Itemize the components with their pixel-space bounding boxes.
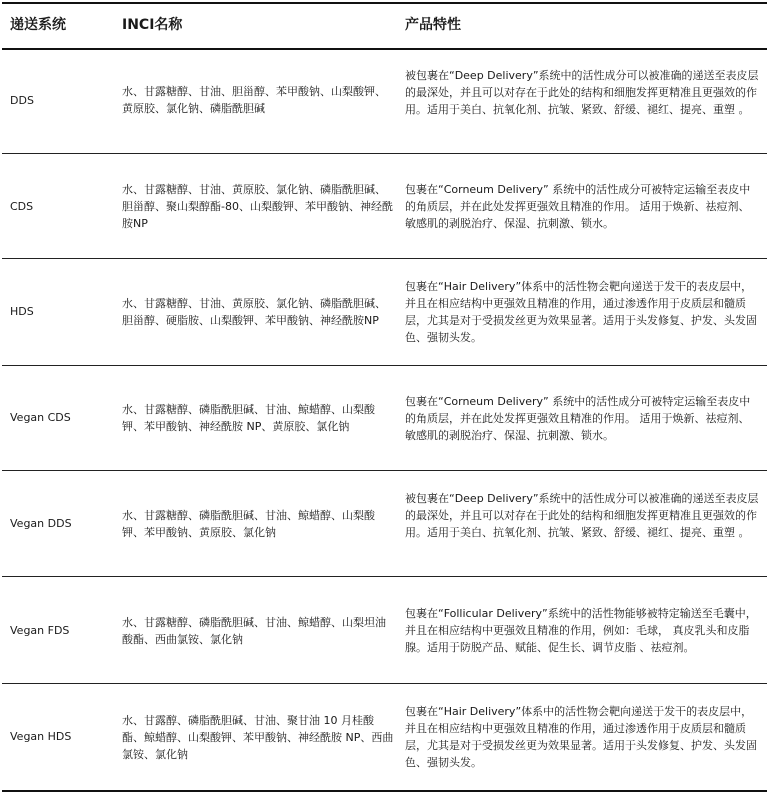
cell-properties: 包裹在“Hair Delivery”体系中的活性物会靶向递送于发干的表皮层中，并且在相应结构中更强效且精准的作用，通过渗透作用于皮质层和髓质层，尤其是对于受损发丝更为效果显著。适用于头发修复、护发、头发固色、强韧头发。 [405, 705, 757, 769]
cell-properties: 被包裹在“Deep Delivery”系统中的活性成分可以被准确的递送至表皮层的最深处，并且可以对存在于此处的结构和细胞发挥更精准且更强效的作用。适用于美白、抗氧化剂、抗皱、紧致、舒缓、褪红、提亮、重塑 。 [405, 492, 759, 539]
table-row [2, 259, 767, 366]
cell-properties: 包裹在“Hair Delivery”体系中的活性物会靶向递送于发干的表皮层中，并且在相应结构中更强效且精准的作用，通过渗透作用于皮质层和髓质层，尤其是对于受损发丝更为效果显著。适用于头发修复、护发、头发固色、强韧头发。 [405, 280, 757, 344]
cell-inci: 水、甘露糖醇、磷脂酰胆碱、甘油、鲸蜡醇、山梨酸钾、苯甲酸钠、黄原胶、氯化钠 [122, 509, 375, 539]
cell-properties: 被包裹在“Deep Delivery”系统中的活性成分可以被准确的递送至表皮层的最深处，并且可以对存在于此处的结构和细胞发挥更精准且更强效的作用。适用于美白、抗氧化剂、抗皱、紧致、舒缓、褪红、提亮、重塑 。 [405, 69, 759, 116]
cell-inci: 水、甘露糖醇、甘油、胆甾醇、苯甲酸钠、山梨酸钾、黄原胶、氯化钠、磷脂酰胆碱 [122, 85, 386, 115]
cell-properties: 包裹在“Corneum Delivery” 系统中的活性成分可被特定运输至表皮中的角质层，并在此处发挥更强效且精准的作用。 适用于焕新、祛痘剂、敏感肌的剥脱治疗、保湿、抗刺激、锁水。 [405, 183, 751, 230]
table-row [2, 154, 767, 259]
cell-inci: 水、甘露醇、磷脂酰胆碱、甘油、聚甘油 10 月桂酸酯、鲸蜡醇、山梨酸钾、苯甲酸钠、神经酰胺 NP、西曲氯铵、氯化钠 [122, 714, 394, 761]
table-row [2, 577, 767, 684]
header-inci-name: INCI名称 [122, 17, 183, 33]
table-header-row [2, 4, 767, 50]
table-row [2, 50, 767, 154]
cell-system: Vegan CDS [10, 411, 71, 424]
cell-system: Vegan DDS [10, 517, 72, 530]
cell-inci: 水、甘露糖醇、甘油、黄原胶、氯化钠、磷脂酰胆碱、胆甾醇、聚山梨醇酯-80、山梨酸钾、苯甲酸钠、神经酰胺NP [122, 183, 393, 230]
cell-properties: 包裹在“Follicular Delivery”系统中的活性物能够被特定输送至毛囊中，并且在相应结构中更强效且精准的作用，例如：毛球， 真皮乳头和皮脂腺。适用于防脱产品、赋能、促生长、调节皮脂 、祛痘剂。 [405, 607, 757, 654]
table-row [2, 684, 767, 792]
cell-system: CDS [10, 200, 34, 213]
table-row [2, 366, 767, 471]
table-row [2, 471, 767, 577]
cell-inci: 水、甘露糖醇、磷脂酰胆碱、甘油、鲸蜡醇、山梨酸钾、苯甲酸钠、神经酰胺 NP、黄原胶、氯化钠 [122, 403, 375, 433]
cell-properties: 包裹在“Corneum Delivery” 系统中的活性成分可被特定运输至表皮中的角质层，并在此处发挥更强效且精准的作用。 适用于焕新、祛痘剂、敏感肌的剥脱治疗、保湿、抗刺激、锁水。 [405, 395, 751, 442]
cell-inci: 水、甘露糖醇、磷脂酰胆碱、甘油、鲸蜡醇、山梨坦油酸酯、西曲氯铵、氯化钠 [122, 616, 386, 646]
cell-system: Vegan FDS [10, 624, 70, 637]
cell-system: DDS [10, 94, 34, 107]
cell-inci: 水、甘露糖醇、甘油、黄原胶、氯化钠、磷脂酰胆碱、胆甾醇、硬脂胺、山梨酸钾、苯甲酸钠、神经酰胺NP [122, 297, 386, 327]
cell-system: Vegan HDS [10, 730, 72, 743]
cell-system: HDS [10, 305, 34, 318]
header-delivery-system: 递送系统 [10, 17, 66, 33]
header-product-properties: 产品特性 [405, 17, 461, 33]
